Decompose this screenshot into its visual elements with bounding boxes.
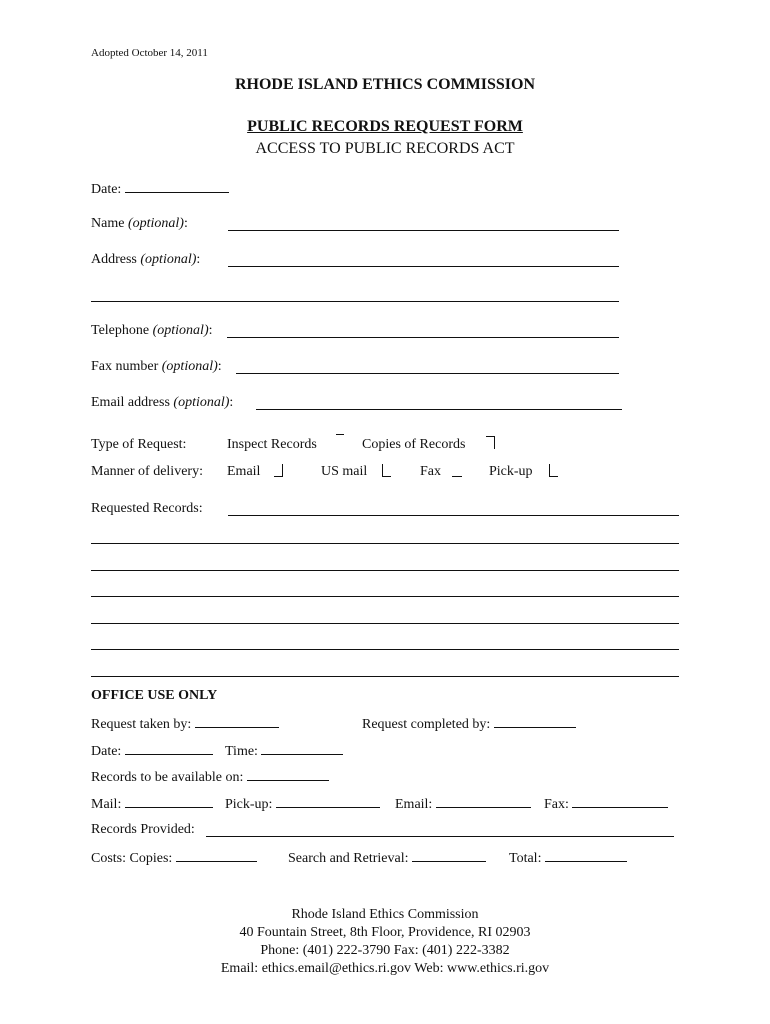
footer-phone-fax: Phone: (401) 222-3790 Fax: (401) 222-3382 [260, 943, 510, 958]
email-address-input[interactable] [256, 409, 622, 410]
adopted-date: Adopted October 14, 2011 [91, 47, 208, 59]
footer-email-web: Email: ethics.email@ethics.ri.gov Web: www.ethics.ri.gov [220, 961, 550, 976]
email-delivery-label: Email [227, 464, 261, 479]
office-email-input[interactable] [436, 795, 531, 808]
requested-records-line-5[interactable] [91, 623, 679, 624]
copies-of-records-checkbox[interactable] [486, 436, 495, 449]
request-taken-by-input[interactable] [195, 715, 279, 728]
telephone-label: Telephone (optional): [91, 323, 213, 338]
office-date-input[interactable] [125, 742, 213, 755]
act-title: ACCESS TO PUBLIC RECORDS ACT [255, 140, 515, 157]
manner-of-delivery-label: Manner of delivery: [91, 464, 203, 479]
fax-delivery-checkbox[interactable] [452, 466, 462, 477]
org-title: RHODE ISLAND ETHICS COMMISSION [234, 76, 536, 93]
address-input-line-2[interactable] [91, 301, 619, 302]
total-cost: Total: [509, 849, 627, 867]
inspect-records-checkbox[interactable] [336, 434, 344, 445]
office-mail: Mail: [91, 795, 213, 813]
request-completed-by: Request completed by: [362, 715, 576, 733]
email-delivery-checkbox[interactable] [274, 464, 283, 477]
records-provided-label: Records Provided: [91, 822, 195, 837]
telephone-input[interactable] [227, 337, 619, 338]
office-time: Time: [225, 742, 343, 760]
office-pickup-input[interactable] [276, 795, 380, 808]
records-available-on: Records to be available on: [91, 768, 329, 786]
requested-records-line-7[interactable] [91, 676, 679, 677]
requested-records-line-1[interactable] [228, 515, 679, 516]
records-provided-input[interactable] [206, 836, 674, 837]
costs-copies-input[interactable] [176, 849, 257, 862]
requested-records-line-3[interactable] [91, 570, 679, 571]
pickup-delivery-checkbox[interactable] [549, 464, 558, 477]
address-input-line-1[interactable] [228, 266, 619, 267]
address-label: Address (optional): [91, 252, 201, 267]
total-cost-input[interactable] [545, 849, 627, 862]
date-label: Date: [91, 182, 122, 197]
name-label: Name (optional): [91, 216, 188, 231]
us-mail-checkbox[interactable] [382, 464, 391, 477]
copies-of-records-label: Copies of Records [362, 437, 466, 452]
records-available-on-input[interactable] [247, 768, 329, 781]
search-retrieval-input[interactable] [412, 849, 486, 862]
office-pickup: Pick-up: [225, 795, 380, 813]
costs-copies: Costs: Copies: [91, 849, 257, 867]
name-input[interactable] [228, 230, 619, 231]
type-of-request-label: Type of Request: [91, 437, 187, 452]
office-date: Date: [91, 742, 213, 760]
office-use-heading: OFFICE USE ONLY [91, 688, 218, 703]
fax-number-label: Fax number (optional): [91, 359, 222, 374]
inspect-records-label: Inspect Records [227, 437, 317, 452]
requested-records-line-4[interactable] [91, 596, 679, 597]
requested-records-line-6[interactable] [91, 649, 679, 650]
search-retrieval: Search and Retrieval: [288, 849, 486, 867]
pickup-delivery-label: Pick-up [489, 464, 533, 479]
office-fax-input[interactable] [572, 795, 668, 808]
email-address-label: Email address (optional): [91, 395, 234, 410]
office-email: Email: [395, 795, 531, 813]
requested-records-label: Requested Records: [91, 501, 203, 516]
fax-number-input[interactable] [236, 373, 619, 374]
fax-delivery-label: Fax [420, 464, 441, 479]
request-taken-by: Request taken by: [91, 715, 279, 733]
date-field [91, 180, 229, 198]
requested-records-line-2[interactable] [91, 543, 679, 544]
date-input[interactable] [125, 180, 229, 193]
office-mail-input[interactable] [125, 795, 213, 808]
form-title: PUBLIC RECORDS REQUEST FORM [247, 118, 523, 135]
footer-address: 40 Fountain Street, 8th Floor, Providence, RI 02903 [239, 925, 531, 940]
us-mail-label: US mail [321, 464, 368, 479]
footer-org-name: Rhode Island Ethics Commission [291, 907, 479, 922]
office-time-input[interactable] [261, 742, 343, 755]
office-fax: Fax: [544, 795, 668, 813]
request-completed-by-input[interactable] [494, 715, 576, 728]
